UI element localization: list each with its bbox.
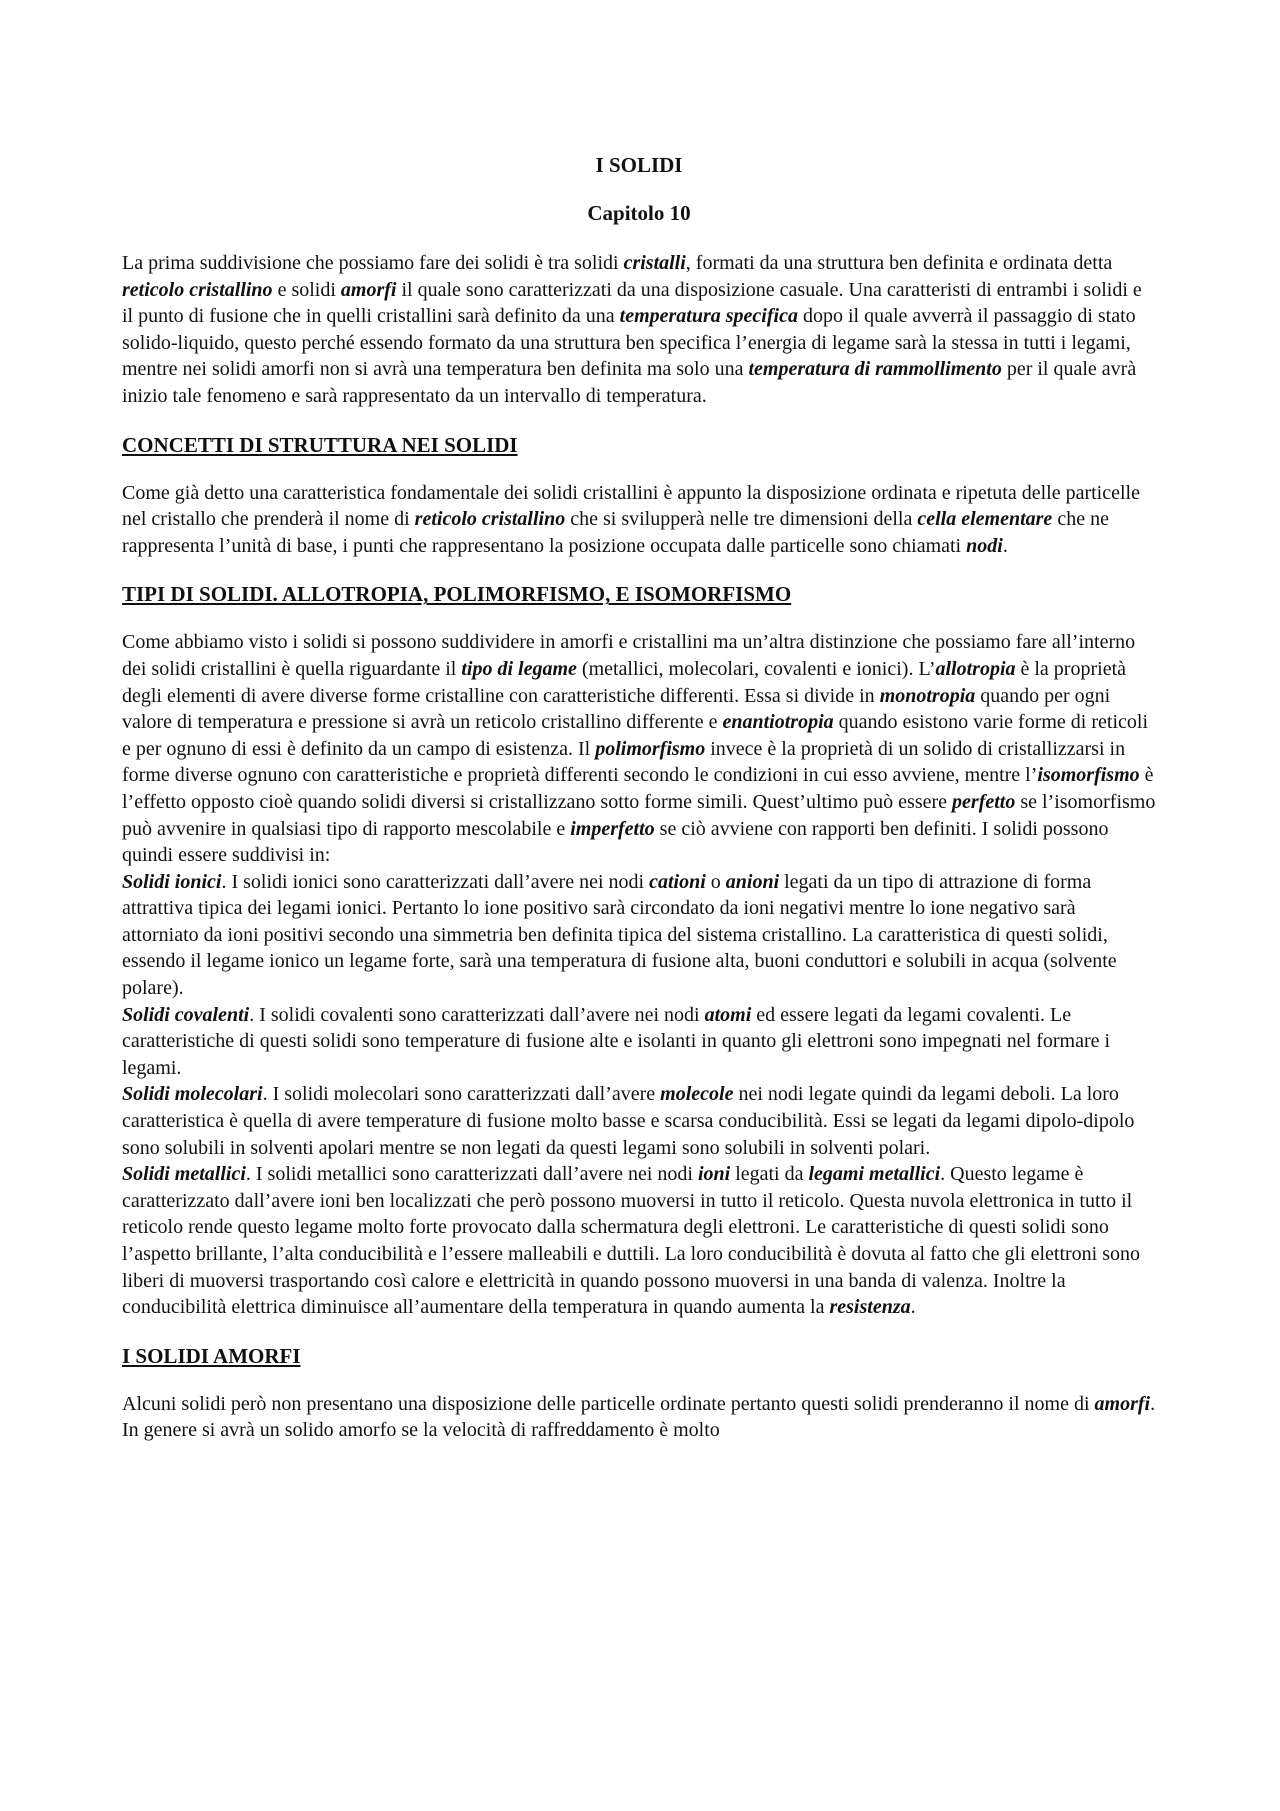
emphasized-term: tipo di legame [461,657,577,680]
emphasized-term: legami metallici [808,1163,941,1186]
solidi-covalenti-paragraph: Solidi covalenti. I solidi covalenti sono caratterizzati dall’avere nei nodi atomi ed essere legati da legami covalenti. Le caratteristiche di questi solidi sono temperature di fusione alte e isolanti in quanto gli elettroni sono impegnati nel formare i legami. [122,1003,1111,1079]
intro-paragraph: La prima suddivisione che possiamo fare dei solidi è tra solidi cristalli, formati da una struttura ben definita e ordinata detta reticolo cristallino e solidi amorfi il quale sono caratterizzati da una disposizione casuale. Una caratteristi di entrambi i solidi e il punto di fusione che in quelli cristallini sarà definito da una temperatura specifica dopo il quale avverrà il passaggio di stato solido-liquido, questo perché essendo formato da una struttura ben specifica l’energia di legame sarà la stessa in tutti i legami, mentre nei solidi amorfi non si avrà una temperatura ben definita ma solo una temperatura di rammollimento per il quale avrà inizio tale fenomeno e sarà rappresentato da un intervallo di temperatura. [122,252,1142,407]
solidi-molecolari-paragraph: Solidi molecolari. I solidi molecolari sono caratterizzati dall’avere molecole nei nodi legate quindi da legami deboli. La loro caratteristica è quella di avere temperature di fusione molto basse e scarsa conducibilità. Essi se legati da legami dipolo-dipolo sono solubili in solventi apolari mentre se non legati da questi legami sono solubili in solventi polari. [122,1083,1135,1159]
tipi-intro-paragraph: Come abbiamo visto i solidi si possono suddividere in amorfi e cristallini ma un’altra distinzione che possiamo fare all’interno dei solidi cristallini è quella riguardante il tipo di legame (metallici, molecolari, covalenti e ionici). L’allotropia è la proprietà degli elementi di avere diverse forme cristalline con caratteristiche differenti. Essa si divide in monotropia quando per ogni valore di temperatura e pressione si avrà un reticolo cristallino differente e enantiotropia quando esistono varie forme di reticoli e per ognuno di essi è definito da un campo di esistenza. Il polimorfismo invece è la proprietà di un solido di cristallizzarsi in forme diverse ognuno con caratteristiche e proprietà differenti secondo le condizioni in cui esso avviene, mentre l’isomorfismo è l’effetto opposto cioè quando solidi diversi si cristallizzano sotto forme simili. Quest’ultimo può essere perfetto se l’isomorfismo può avvenire in qualsiasi tipo di rapporto mescolabile e imperfetto se ciò avviene con rapporti ben definiti. I solidi possono quindi essere suddivisi in: [122,631,1156,867]
emphasized-term: Solidi molecolari [122,1083,263,1106]
emphasized-term: resistenza [829,1296,911,1319]
tipi-di-solidi-body [122,629,1156,1320]
emphasized-term: Solidi covalenti [122,1003,250,1026]
emphasized-term: amorfi [340,278,397,301]
emphasized-term: anioni [725,870,780,893]
emphasized-term: temperatura specifica [619,305,798,328]
emphasized-term: isomorfismo [1037,764,1140,787]
chapter-subtitle: Capitolo 10 [587,201,691,225]
document-title: I SOLIDI [595,153,683,177]
emphasized-term: imperfetto [570,817,655,840]
emphasized-term: atomi [704,1003,752,1026]
emphasized-term: molecole [660,1083,734,1106]
emphasized-term: temperatura di rammollimento [748,358,1002,381]
emphasized-term: nodi [966,534,1003,557]
emphasized-term: cella elementare [917,508,1053,531]
emphasized-term: polimorfismo [595,737,706,760]
section-heading-solidi-amorfi: I SOLIDI AMORFI [122,1343,301,1368]
emphasized-term: Solidi metallici [122,1163,246,1186]
solidi-amorfi-paragraph: Alcuni solidi però non presentano una disposizione delle particelle ordinate pertanto questi solidi prenderanno il nome di amorfi. In genere si avrà un solido amorfo se la velocità di raffreddamento è molto [122,1392,1156,1442]
emphasized-term: cationi [649,870,706,893]
emphasized-term: reticolo cristallino [122,278,273,301]
section-heading-tipi-di-solidi: TIPI DI SOLIDI. ALLOTROPIA, POLIMORFISMO, E ISOMORFISMO [122,582,792,607]
emphasized-term: allotropia [935,657,1016,680]
emphasized-term: reticolo cristallino [414,508,566,531]
emphasized-term: perfetto [952,790,1016,813]
section-heading-struttura: CONCETTI DI STRUTTURA NEI SOLIDI [122,432,518,457]
emphasized-term: amorfi [1094,1392,1151,1415]
solidi-metallici-paragraph: Solidi metallici. I solidi metallici sono caratterizzati dall’avere nei nodi ioni legati da legami metallici. Questo legame è caratterizzato dall’avere ioni ben localizzati che però possono muoversi in tutto il reticolo. Questa nuvola elettronica in tutto il reticolo rende questo legame molto forte provocato dalla schermatura degli elettroni. Le caratteristiche di questi solidi sono l’aspetto brillante, l’alta conducibilità e l’essere malleabili e duttili. La loro conducibilità è dovuta al fatto che gli elettroni sono liberi di muoversi trasportando così calore e elettricità in quando possono muoversi in una banda di valenza. Inoltre la conducibilità elettrica diminuisce all’aumentare della temperatura in quando aumenta la resistenza. [122,1163,1140,1319]
emphasized-term: cristalli [623,252,686,274]
emphasized-term: enantiotropia [722,711,834,734]
emphasized-term: Solidi ionici [122,870,222,893]
emphasized-term: monotropia [879,684,976,707]
emphasized-term: ioni [697,1163,731,1186]
struttura-paragraph: Come già detto una caratteristica fondamentale dei solidi cristallini è appunto la disposizione ordinata e ripetuta delle particelle nel cristallo che prenderà il nome di reticolo cristallino che si svilupperà nelle tre dimensioni della cella elementare che ne rappresenta l’unità di base, i punti che rappresentano la posizione occupata dalle particelle sono chiamati nodi. [122,481,1140,557]
solidi-ionici-paragraph: Solidi ionici. I solidi ionici sono caratterizzati dall’avere nei nodi cationi o anioni legati da un tipo di attrazione di forma attrattiva tipica dei legami ionici. Pertanto lo ione positivo sarà circondato da ioni negativi mentre lo ione negativo sarà attorniato da ioni positivi secondo una simmetria ben definita tipica del sistema cristallino. La caratteristica di questi solidi, essendo il legame ionico un legame forte, sarà una temperatura di fusione alta, buoni conduttori e solubili in acqua (solvente polare). [122,870,1117,1000]
